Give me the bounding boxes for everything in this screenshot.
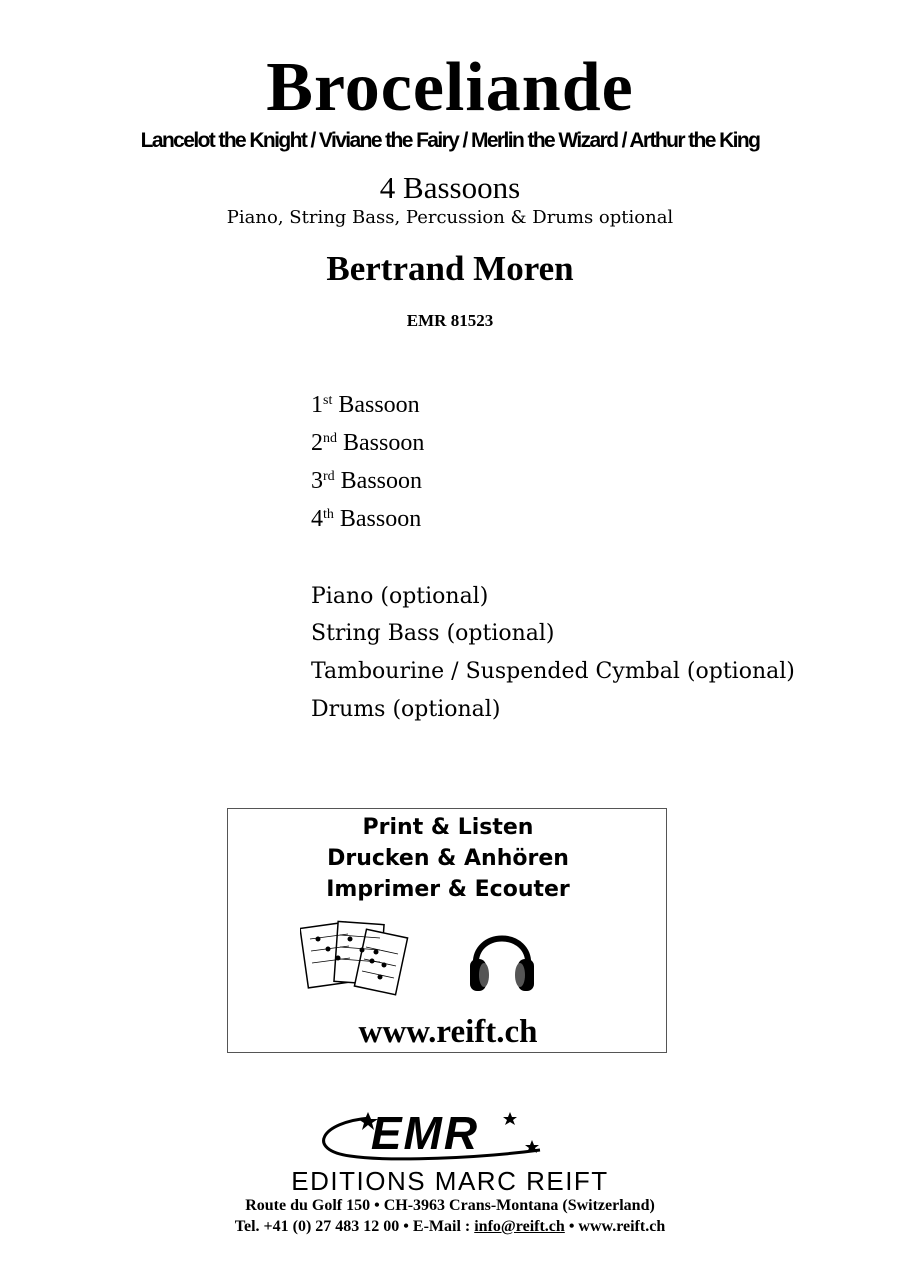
website-link[interactable]: • www.reift.ch	[564, 1218, 666, 1235]
emr-logo: EMR	[370, 1107, 480, 1159]
promo-line: Drucken & Anhören	[327, 846, 569, 871]
page-title: Broceliande	[266, 49, 634, 126]
headphones-icon	[466, 919, 538, 999]
subtitle: Lancelot the Knight / Viviane the Fairy / Merlin the Wizard / Arthur the King	[140, 129, 760, 152]
optional-part: String Bass (optional)	[311, 621, 555, 646]
print-listen-box	[227, 808, 667, 1053]
publisher-address: Route du Golf 150 • CH-3963 Crans-Montana (Switzerland)	[245, 1197, 655, 1214]
optional-part: Tambourine / Suspended Cymbal (optional)	[311, 659, 795, 684]
optional-part: Drums (optional)	[311, 697, 501, 722]
part-list-item: 3rd Bassoon	[311, 468, 423, 494]
part-list-item: 4th Bassoon	[311, 506, 422, 532]
catalog-number: EMR 81523	[406, 311, 494, 330]
promo-line: Print & Listen	[362, 815, 534, 840]
website-url[interactable]: www.reift.ch	[358, 1014, 538, 1050]
publisher-name: EDITIONS MARC REIFT	[291, 1166, 609, 1196]
promo-line: Imprimer & Ecouter	[326, 877, 570, 902]
part-list-item: 1st Bassoon	[311, 392, 420, 418]
part-list-item: 2nd Bassoon	[311, 430, 425, 456]
composer: Bertrand Moren	[326, 249, 574, 288]
email-link[interactable]: info@reift.ch	[474, 1218, 565, 1235]
publisher-contact: Tel. +41 (0) 27 483 12 00 • E-Mail : info@reift.ch • www.reift.ch	[234, 1218, 666, 1235]
optional-part: Piano (optional)	[311, 584, 489, 609]
instrumentation: 4 Bassoons	[379, 170, 521, 205]
optional-instruments-line: Piano, String Bass, Percussion & Drums optional	[226, 207, 674, 228]
sheet-music-icon	[300, 917, 412, 999]
